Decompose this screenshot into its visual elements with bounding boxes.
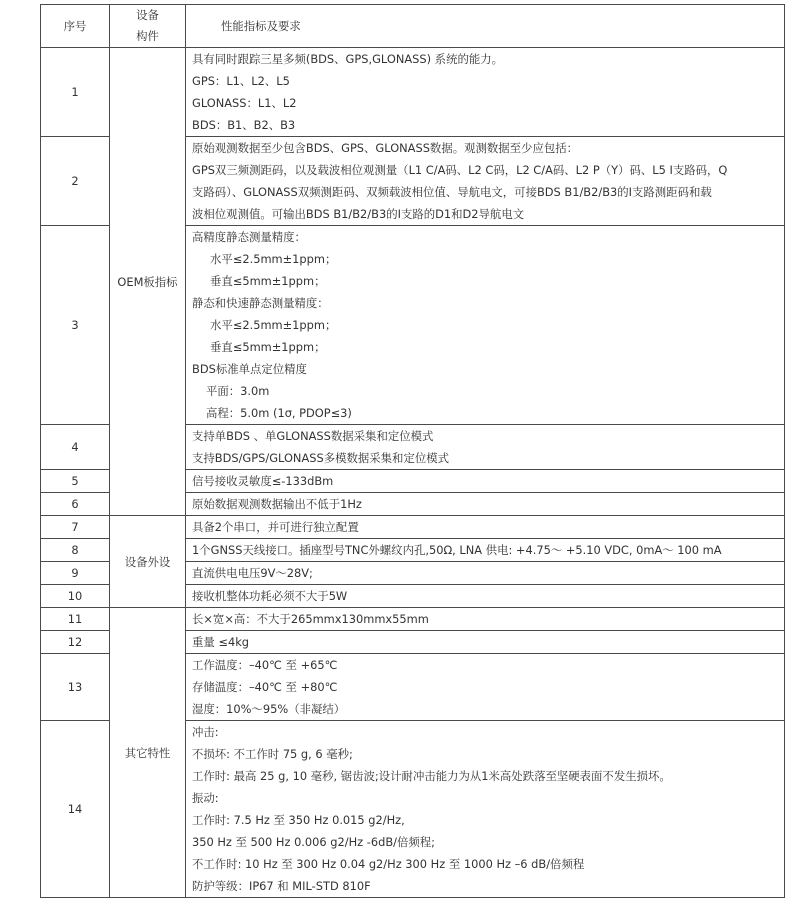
row-number: 14 (41, 721, 110, 898)
spec-cell: 原始数据观测数据输出不低于1Hz (186, 493, 785, 516)
spec-cell: 重量 ≤4kg (186, 631, 785, 654)
row-number: 13 (41, 654, 110, 721)
row-number: 3 (41, 226, 110, 425)
spec-cell: 冲击: 不损坏: 不工作时 75 g, 6 毫秒; 工作时: 最高 25 g, 10 毫秒, 锯齿波;设计耐冲击能力为从1米高处跌落至坚硬表面不发生损坏。 振动: 工作时: 7.5 Hz 至 350 Hz 0.015 g2/Hz, 350 Hz 至 500 Hz 0.006 g2/Hz -6dB/倍频程; 不工作时: 10 Hz 至 300 Hz 0.04 g2/Hz 300 Hz 至 1000 Hz –6 dB/倍频程 防护等级：IP67 和 MIL-STD 810F (186, 721, 785, 898)
category-oem: OEM板指标 (110, 48, 186, 516)
spec-cell: 具备2个串口，并可进行独立配置 (186, 516, 785, 539)
spec-cell: 长×宽×高：不大于265mmx130mmx55mm (186, 608, 785, 631)
row-number: 1 (41, 48, 110, 137)
header-spec: 性能指标及要求 (186, 5, 785, 48)
category-other: 其它特性 (110, 608, 186, 898)
spec-cell: 接收机整体功耗必须不大于5W (186, 585, 785, 608)
row-number: 4 (41, 425, 110, 470)
spec-cell: 直流供电电压9V～28V; (186, 562, 785, 585)
spec-cell: 工作温度：–40℃ 至 +65℃ 存储温度：–40℃ 至 +80℃ 湿度：10%～95%（非凝结） (186, 654, 785, 721)
header-seq: 序号 (41, 5, 110, 48)
header-device: 设备 构件 (110, 5, 186, 48)
row-number: 11 (41, 608, 110, 631)
header-row (41, 5, 785, 48)
spec-cell: 原始观测数据至少包含BDS、GPS、GLONASS数据。观测数据至少应包括： GPS双三频测距码，以及载波相位观测量（L1 C/A码、L2 C码，L2 C/A码、L2 P（Y）码、L5 I支路码，Q 支路码）、GLONASS双频测距码、双频载波相位值、导航电文，可接BDS B1/B2/B3的I支路测距码和载 波相位观测值。可输出BDS B1/B2/B3的I支路的D1和D2导航电文 (186, 137, 785, 226)
category-peripheral: 设备外设 (110, 516, 186, 608)
spec-cell: 1个GNSS天线接口。插座型号TNC外螺纹内孔,50Ω, LNA 供电: +4.75～ +5.10 VDC, 0mA～ 100 mA (186, 539, 785, 562)
row-number: 7 (41, 516, 110, 539)
spec-cell: 高精度静态测量精度： 水平≤2.5mm±1ppm； 垂直≤5mm±1ppm； 静态和快速静态测量精度： 水平≤2.5mm±1ppm； 垂直≤5mm±1ppm； BDS标准单点定位精度 平面：3.0m 高程：5.0m (1σ, PDOP≤3) (186, 226, 785, 425)
row-number: 12 (41, 631, 110, 654)
spec-cell: 支持单BDS 、单GLONASS数据采集和定位模式 支持BDS/GPS/GLONASS多模数据采集和定位模式 (186, 425, 785, 470)
row-number: 10 (41, 585, 110, 608)
row-number: 6 (41, 493, 110, 516)
row-number: 5 (41, 470, 110, 493)
row-number: 2 (41, 137, 110, 226)
row-number: 8 (41, 539, 110, 562)
table-row (41, 48, 785, 137)
row-number: 9 (41, 562, 110, 585)
spec-cell: 具有同时跟踪三星多频(BDS、GPS,GLONASS) 系统的能力。 GPS：L1、L2、L5 GLONASS：L1、L2 BDS：B1、B2、B3 (186, 48, 785, 137)
table-row (41, 608, 785, 631)
table-row (41, 516, 785, 539)
spec-cell: 信号接收灵敏度≤-133dBm (186, 470, 785, 493)
spec-table (40, 4, 785, 898)
